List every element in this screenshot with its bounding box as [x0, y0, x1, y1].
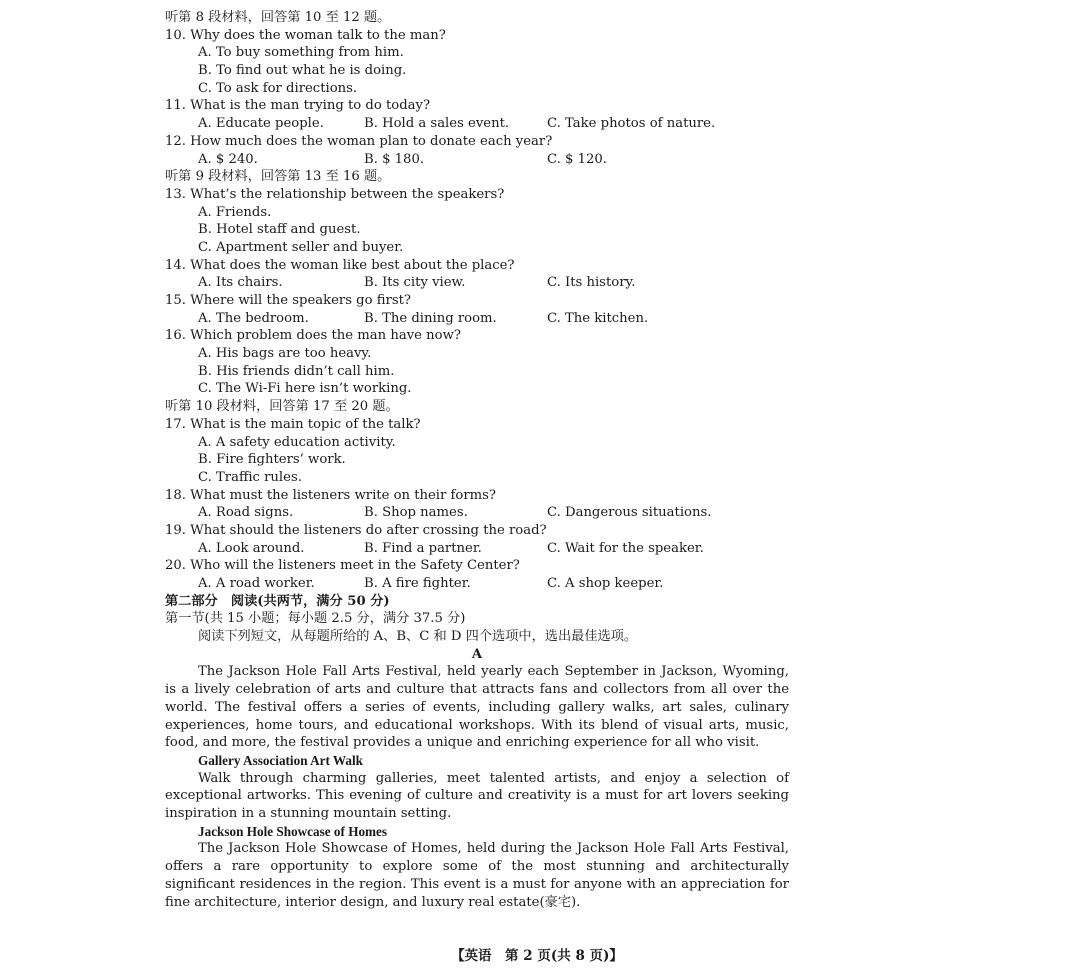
passage-intro: The Jackson Hole Fall Arts Festival, held yearly each September in Jackson, Wyoming, is a lively celebration of arts and culture that attracts fans and collectors from all over the world. The festival offers a series of events, including gallery walks, art sales, culinary experiences, home tours, and educational workshops. With its blend of visual arts, music, food, and more, the festival provides a unique and enriching experience for all who visit.: [165, 664, 789, 751]
option-row: [165, 575, 789, 593]
option: C. To ask for directions.: [198, 80, 358, 96]
passage-label: A: [471, 646, 483, 662]
question: 18. What must the listeners write on their forms?: [165, 487, 496, 503]
option-b: B. A fire fighter.: [364, 576, 471, 591]
option: C. The Wi-Fi here isn’t working.: [198, 381, 412, 397]
listening-section: [165, 9, 789, 593]
question: 19. What should the listeners do after crossing the road?: [165, 522, 547, 538]
option-a: A. The bedroom.: [198, 310, 309, 326]
subheading-art-walk: Gallery Association Art Walk: [198, 752, 363, 768]
option-a: A. Look around.: [198, 540, 305, 556]
option-row: [165, 310, 789, 328]
option-c: C. Take photos of nature.: [547, 116, 716, 132]
option-c: C. Its history.: [547, 275, 636, 291]
reading-section: [165, 593, 789, 912]
exam-page: [165, 9, 789, 911]
option-b: B. The dining room.: [364, 310, 497, 326]
option-row: [165, 151, 789, 169]
option-c: C. $ 120.: [547, 151, 607, 167]
section-instruction: 听第 8 段材料，回答第 10 至 12 题。: [165, 10, 391, 25]
paragraph-art-walk: Walk through charming galleries, meet talented artists, and enjoy a selection of exceptional artworks. This evening of culture and creativity is a must for art lovers seeking inspiration in a stunning mountain setting.: [165, 770, 789, 822]
option-a: A. Road signs.: [198, 505, 294, 521]
instruction: 阅读下列短文，从每题所给的 A、B、C 和 D 四个选项中，选出最佳选项。: [198, 629, 638, 645]
option: B. His friends didn’t call him.: [198, 363, 395, 379]
option: C. Apartment seller and buyer.: [198, 239, 404, 255]
option: C. Traffic rules.: [198, 469, 302, 485]
question: 15. Where will the speakers go first?: [165, 293, 411, 308]
option-row: [165, 115, 789, 133]
option-a: A. Educate people.: [198, 116, 324, 132]
subheading-showcase: Jackson Hole Showcase of Homes: [198, 823, 388, 839]
option: B. Hotel staff and guest.: [198, 222, 361, 238]
option: A. His bags are too heavy.: [198, 346, 372, 362]
option-a: A. $ 240.: [198, 151, 258, 167]
question: 17. What is the main topic of the talk?: [165, 416, 421, 432]
question: 12. How much does the woman plan to donate each year?: [165, 133, 553, 149]
option-b: B. Its city view.: [364, 275, 466, 291]
question: 14. What does the woman like best about the place?: [165, 257, 515, 273]
option-row: [165, 504, 789, 522]
part-title: 第二部分 阅读(共两节，满分 50 分): [165, 593, 390, 609]
section-instruction: 听第 9 段材料，回答第 13 至 16 题。: [165, 169, 391, 185]
option-b: B. Shop names.: [364, 505, 468, 521]
option: A. Friends.: [198, 204, 272, 220]
section-instruction: 听第 10 段材料，回答第 17 至 20 题。: [165, 399, 399, 415]
page-footer: 【英语 第 2 页(共 8 页)】: [451, 948, 623, 964]
option-c: C. Wait for the speaker.: [547, 540, 704, 556]
section-title: 第一节(共 15 小题；每小题 2.5 分，满分 37.5 分): [165, 611, 466, 627]
option-b: B. Find a partner.: [364, 540, 482, 556]
question: 16. Which problem does the man have now?: [165, 328, 461, 344]
option-c: C. A shop keeper.: [547, 576, 664, 591]
option-c: C. The kitchen.: [547, 310, 649, 326]
option-b: B. $ 180.: [364, 151, 425, 167]
option-a: A. Its chairs.: [198, 275, 283, 291]
question: 13. What’s the relationship between the speakers?: [165, 186, 505, 202]
option: A. A safety education activity.: [198, 434, 396, 450]
option-c: C. Dangerous situations.: [547, 505, 712, 521]
option: B. To find out what he is doing.: [198, 63, 407, 79]
question: 11. What is the man trying to do today?: [165, 98, 431, 114]
option-row: [165, 540, 789, 558]
option: A. To buy something from him.: [198, 45, 404, 61]
option: B. Fire fighters’ work.: [198, 452, 346, 468]
option-row: [165, 274, 789, 292]
question: 10. Why does the woman talk to the man?: [165, 27, 446, 43]
question: 20. Who will the listeners meet in the Safety Center?: [165, 558, 520, 574]
paragraph-showcase: The Jackson Hole Showcase of Homes, held during the Jackson Hole Fall Arts Festival, offers a rare opportunity to explore some of the most stunning and architecturally significant residences in the region. This event is a must for anyone with an appreciation for fine architecture, interior design, and luxury real estate(豪宅).: [165, 841, 789, 910]
option-a: A. A road worker.: [198, 576, 315, 591]
option-b: B. Hold a sales event.: [364, 116, 510, 132]
